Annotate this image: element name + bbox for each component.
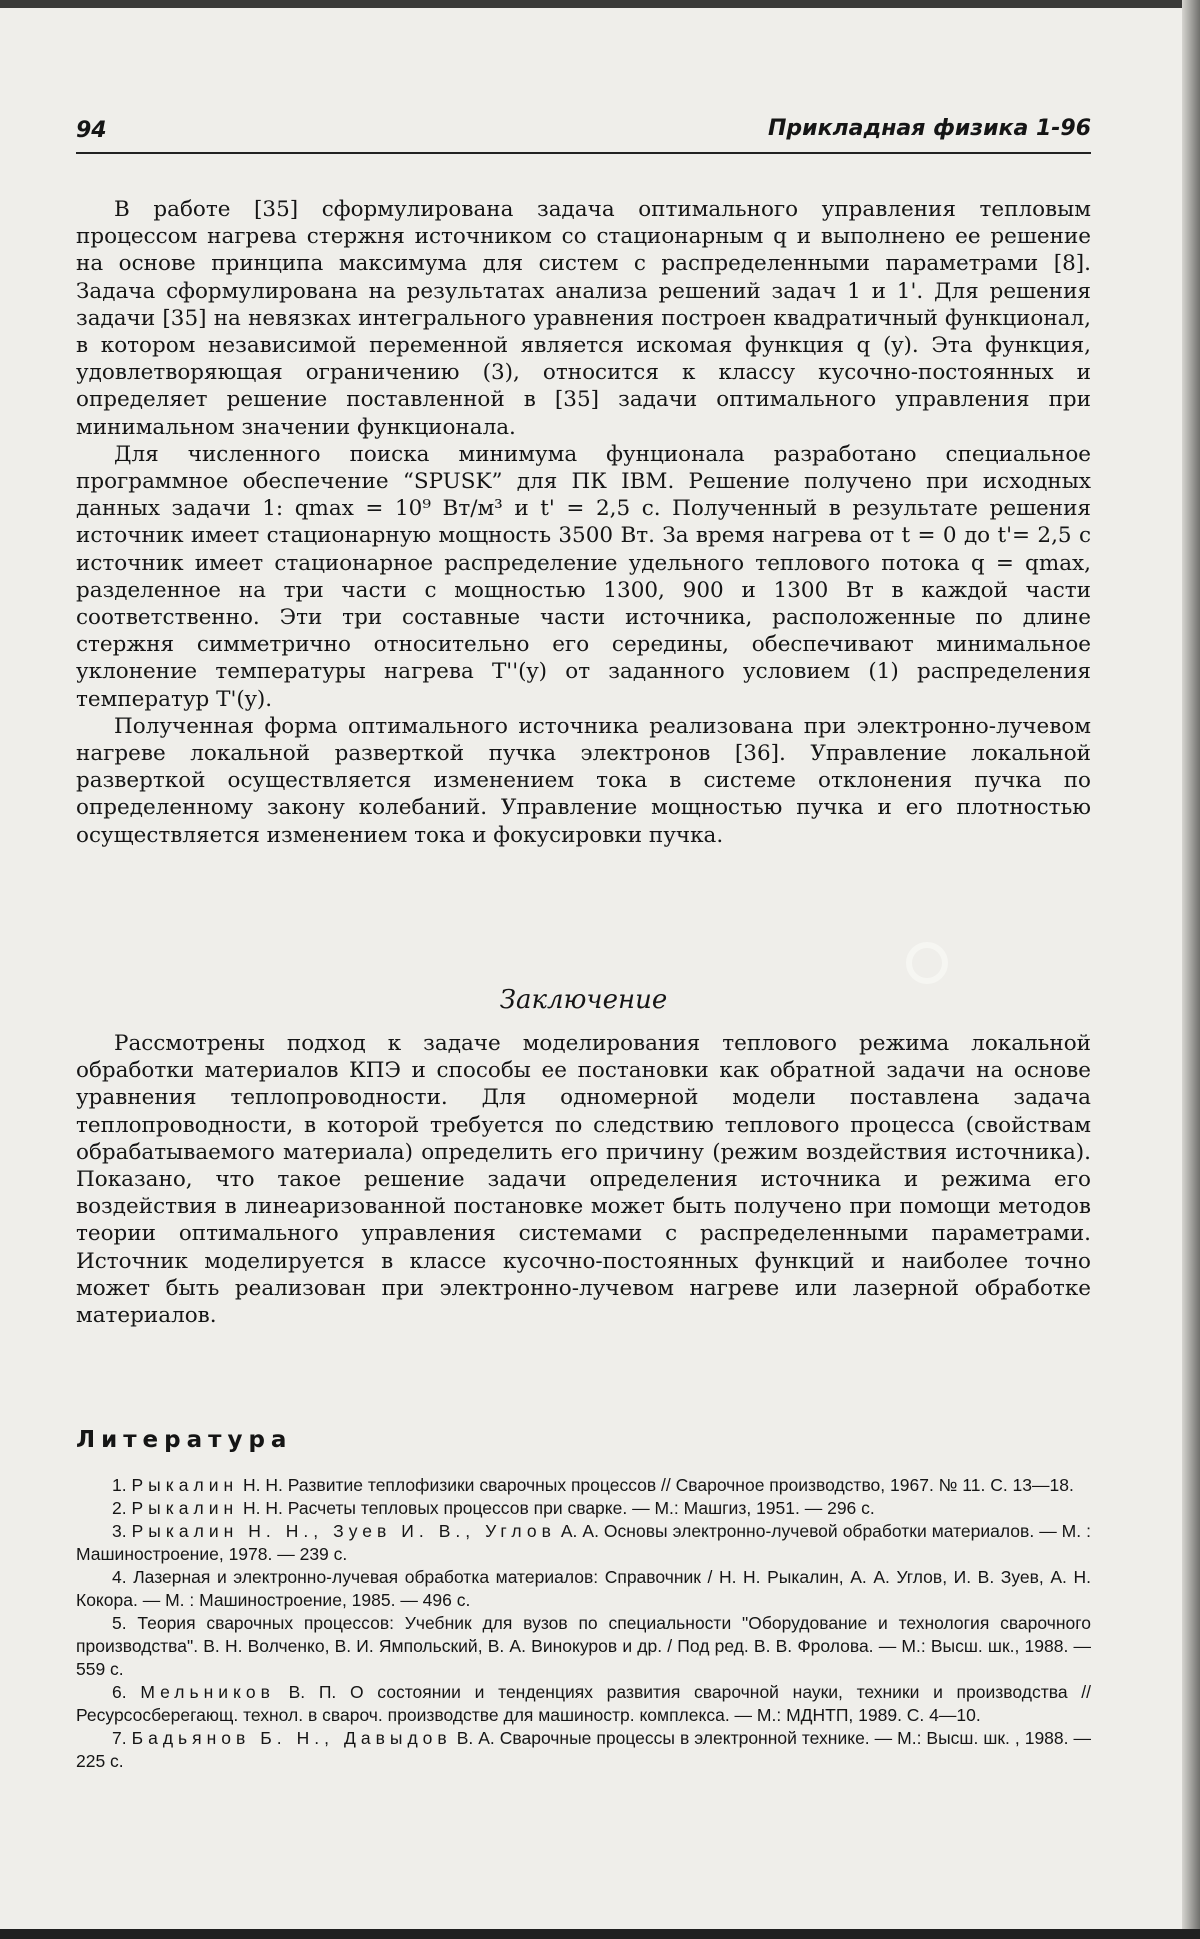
ref-num: 7. (112, 1728, 127, 1748)
conclusion-body (76, 1030, 1091, 1329)
references-heading: Литература (76, 1427, 293, 1453)
ref-author: Рыкалин (131, 1475, 239, 1495)
body-paragraph: В работе [35] сформулирована задача оптимального управления тепловым процессом нагрева стержня источником со стационарным q и выполнено ее решение на основе принципа максимума для систем с распределенными параметрами [8]. Задача сформулирована на результатах анализа решений задач 1 и 1'. Для решения задачи [35] на невязках интегрального уравнения построен квадратичный функционал, в котором независимой переменной является искомая функция q (y). Эта функция, удовлетворяющая ограничению (3), относится к классу кусочно-постоянных и определяет решение поставленной в [35] задачи оптимального управления при минимальном значении функционала. (76, 197, 1091, 440)
ref-text: А. А. Основы электронно-лучевой обработки материалов. — М. : Машиностроение, 1978. — 239 с. (76, 1521, 1091, 1564)
page-number: 94 (76, 118, 107, 143)
ref-num: 3. (112, 1521, 127, 1541)
main-body (76, 196, 1091, 849)
ref-text: В. А. Сварочные процессы в электронной технике. — М.: Высш. шк. , 1988. — 225 с. (76, 1728, 1091, 1771)
reference-item (76, 1727, 1091, 1773)
running-head (76, 112, 1091, 154)
reference-item (76, 1520, 1091, 1566)
ref-num: 2. (112, 1498, 127, 1518)
ref-num: 6. (112, 1682, 127, 1702)
ref-text: В. П. О состоянии и тенденциях развития сварочной науки, техники и производства // Ресурсосберегающ. технол. в свароч. производстве для машиностр. комплекса. — М.: МДНТП, 1989. С. 4—10. (76, 1682, 1091, 1725)
ref-num: 1. (112, 1475, 127, 1495)
ref-text: Теория сварочных процессов: Учебник для вузов по специальности "Оборудование и технология сварочного производства". В. Н. Волченко, В. И. Ямпольский, В. А. Винокуров и др. / Под ред. В. В. Фролова. — М.: Высш. шк., 1988. —559 с. (76, 1613, 1091, 1679)
ref-num: 5. (112, 1613, 127, 1633)
ref-num: 4. (112, 1567, 127, 1587)
body-paragraph: Для численного поиска минимума фунционала разработано специальное программное обеспечение “SPUSK” для ПК IBM. Решение получено при исходных данных задачи 1: qmax = 10⁹ Вт/м³ и t' = 2,5 с. Полученный в результате решения источник имеет стационарную мощность 3500 Вт. За время нагрева от t = 0 до t'= 2,5 с источник имеет стационарное распределение удельного теплового потока q = qmax, разделенное на три части с мощностью 1300, 900 и 1300 Вт в каждой части соответственно. Эти три составные части источника, расположенные по длине стержня симметрично относительно его середины, обеспечивают минимальное уклонение температуры нагрева T''(y) от заданного условием (1) распределения температур T'(y). (76, 441, 1091, 712)
reference-item (76, 1497, 1091, 1520)
reference-item (76, 1566, 1091, 1612)
scan-edge-right (1182, 0, 1200, 1939)
ref-text: Н. Н. Развитие теплофизики сварочных процессов // Сварочное производство, 1967. № 11. С. 13—18. (243, 1475, 1074, 1495)
ref-author: Бадьянов Б. Н., Давыдов (131, 1728, 452, 1748)
ref-text: Н. Н. Расчеты тепловых процессов при сварке. — М.: Машгиз, 1951. — 296 с. (243, 1498, 875, 1518)
scan-edge-top (0, 0, 1200, 8)
ref-text: Лазерная и электронно-лучевая обработка материалов: Справочник / Н. Н. Рыкалин, А. А. Углов, И. В. Зуев, А. Н. Кокора. — М. : Машиностроение, 1985. — 496 с. (76, 1567, 1091, 1610)
reference-item (76, 1612, 1091, 1681)
references-list (76, 1474, 1091, 1773)
section-heading-conclusion: Заключение (499, 985, 668, 1015)
reference-item (76, 1474, 1091, 1497)
body-paragraph: Полученная форма оптимального источника реализована при электронно-лучевом нагреве локальной разверткой пучка электронов [36]. Управление локальной разверткой осуществляется изменением тока в системе отклонения пучка по определенному закону колебаний. Управление мощностью пучка и его плотностью осуществляется изменением тока и фокусировки пучка. (76, 713, 1091, 848)
journal-title: Прикладная физика 1-96 (768, 116, 1091, 141)
ref-author: Мельников (140, 1682, 275, 1702)
ref-author: Рыкалин (131, 1498, 239, 1518)
ref-author: Рыкалин Н. Н., Зуев И. В., Углов (131, 1521, 556, 1541)
conclusion-paragraph: Рассмотрены подход к задаче моделирования теплового режима локальной обработки материалов КПЭ и способы ее постановки как обратной задачи на основе уравнения теплопроводности. Для одномерной модели поставлена задача теплопроводности, в которой требуется по следствию теплового процесса (свойствам обрабатываемого материала) определить его причину (режим воздействия источника). Показано, что такое решение задачи определения источника и режима его воздействия в линеаризованной постановке может быть получено при помощи методов теории оптимального управления системами с распределенными параметрами. Источник моделируется в классе кусочно-постоянных функций и наиболее точно может быть реализован при электронно-лучевом нагреве или лазерной обработке материалов. (76, 1031, 1091, 1329)
reference-item (76, 1681, 1091, 1727)
scan-edge-bottom (0, 1929, 1200, 1939)
scan-smudge (906, 942, 948, 984)
